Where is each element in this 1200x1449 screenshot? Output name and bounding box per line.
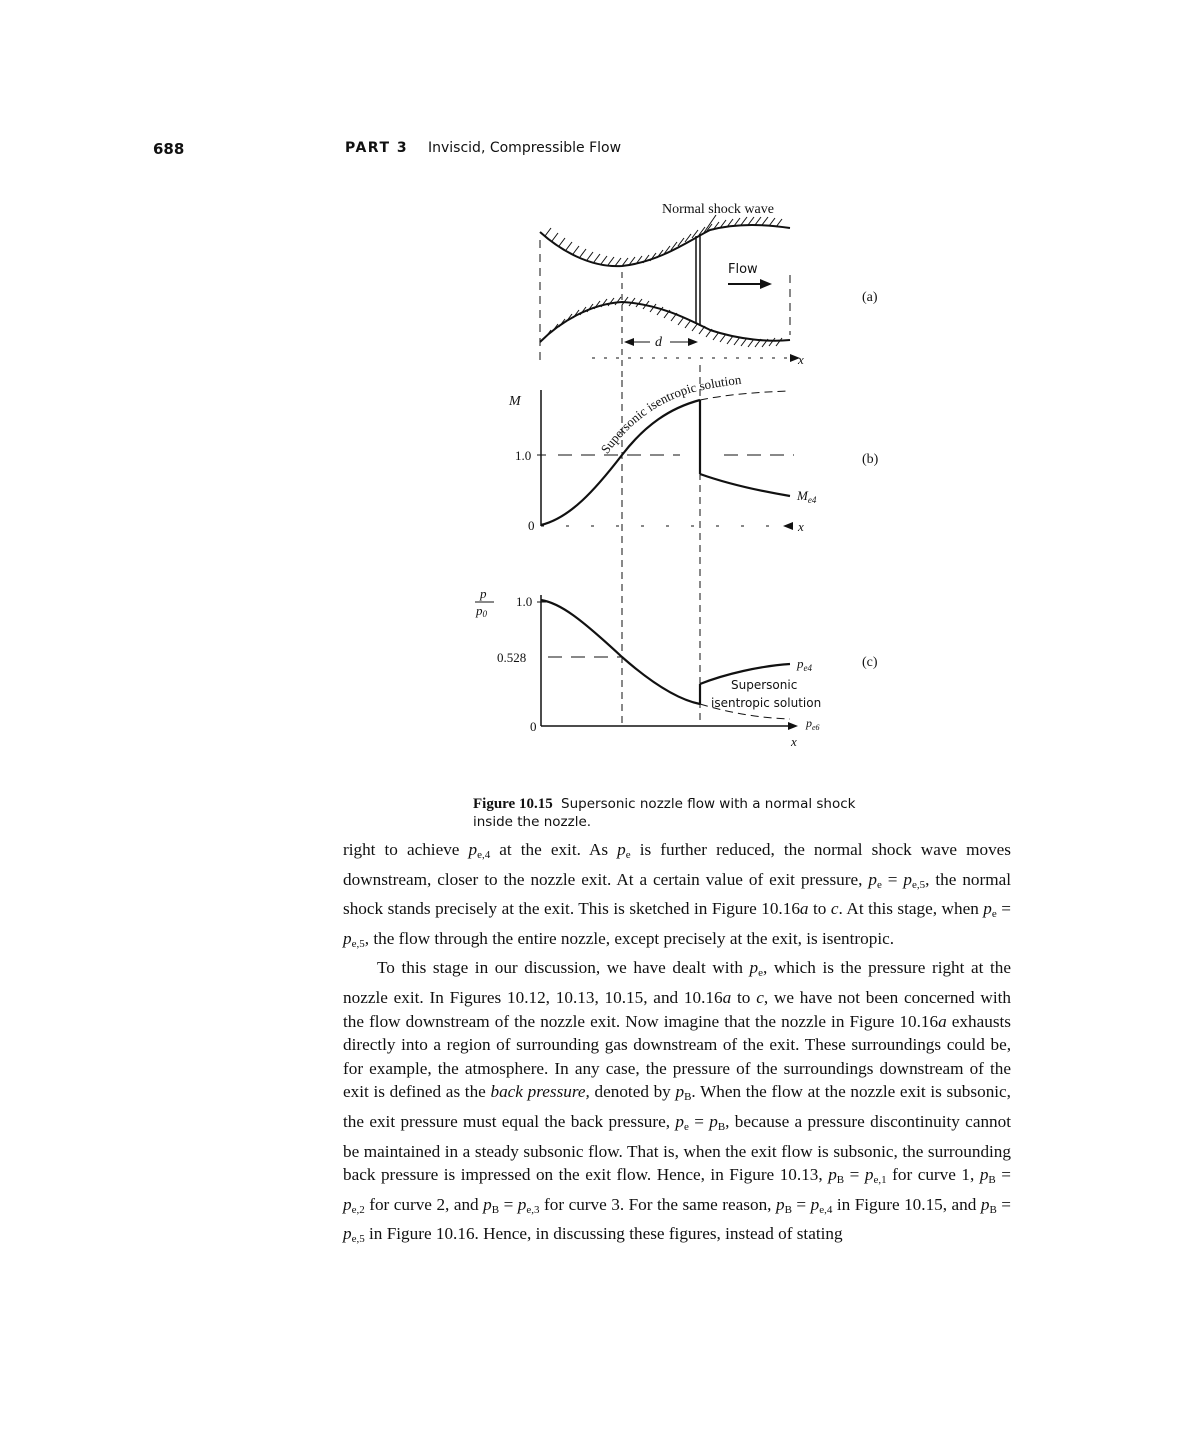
m-axis-label: M: [509, 394, 521, 409]
body-text: [343, 838, 1011, 1252]
p-x-arrow-head: [788, 722, 798, 730]
d-label: d: [655, 335, 662, 350]
pressure-exit-label: $p_{e4}$: [797, 656, 812, 673]
x-label-b: x: [798, 519, 804, 534]
m-one-label: 1.0: [515, 448, 532, 463]
part-title: Inviscid, Compressible Flow: [428, 140, 622, 156]
p-axis-denominator: p0: [476, 603, 487, 619]
panel-label-a: (a): [862, 290, 878, 305]
x-label-c: x: [791, 734, 797, 749]
part-label: PART 3: [345, 140, 409, 156]
mach-panel: [508, 372, 879, 534]
nozzle-upper-wall: [540, 225, 790, 266]
mach-exit-label: $M_{e4}$: [797, 488, 817, 505]
page-number: 688: [153, 140, 185, 158]
d-arrow-right: [688, 338, 698, 346]
supersonic-lower-label-1: Supersonic: [731, 678, 798, 692]
normal-shock-label: Normal shock wave: [662, 202, 774, 217]
supersonic-lower-label-2: isentropic solution: [711, 696, 822, 710]
mach-curve-downstream: [700, 474, 790, 496]
supersonic-isentropic-upper-label: Supersonic isentropic solution: [597, 371, 743, 457]
pressure-panel: [475, 365, 878, 749]
panel-label-c: (c): [862, 655, 878, 670]
caption-label: Figure 10.15: [473, 796, 553, 812]
flow-arrow-head: [760, 279, 772, 289]
x-label-a: x: [798, 352, 804, 367]
p-zero-label: 0: [530, 719, 537, 734]
panel-label-b: (b): [862, 452, 879, 467]
pressure-back-label: $p_{e6}$: [806, 716, 820, 732]
figure-caption: [473, 795, 873, 831]
caption-text: Supersonic nozzle flow with a normal shock inside the nozzle.: [473, 796, 856, 830]
mach-curve-upstream: [541, 400, 700, 525]
flow-label: Flow: [728, 262, 758, 277]
m-zero-label: 0: [528, 518, 535, 533]
pressure-curve-upstream: [541, 600, 700, 704]
d-arrow-left: [624, 338, 634, 346]
nozzle-panel: [540, 202, 878, 380]
p-0528-label: 0.528: [497, 650, 527, 665]
p-axis-numerator: p: [480, 586, 487, 601]
mach-supersonic-dashed: [700, 391, 790, 400]
p-one-label: 1.0: [516, 594, 533, 609]
paragraph-1: right to achieve $p_{e,4}$ at the exit. As $p_e$ is further reduced, the normal shock wave moves downstream, closer to the nozzle exit. At a certain value of exit pressure, $p_e = p_{e,5}$, the normal shock stands precisely at the exit. This is sketched in Figure 10.16a to c. At this stage, when $p_e = p_{e,5}$, the flow through the entire nozzle, except precisely at the exit, is isentropic.: [343, 840, 1011, 950]
paragraph-2: To this stage in our discussion, we have dealt with $p_e$, which is the pressure right at the nozzle exit. In Figures 10.12, 10.13, 10.15, and 10.16a to c, we have not been concerned with the flow downstream of the nozzle exit. Now imagine that the nozzle in Figure 10.16a exhausts directly into a region of surrounding gas downstream of the exit. These surroundings could be, for example, the atmosphere. In any case, the pressure of the surroundings downstream of the exit is defined as the back pressure, denoted by $p_B$. When the flow at the nozzle exit is subsonic, the exit pressure must equal the back pressure, $p_e = p_B$, because a pressure discontinuity cannot be maintained in a steady subsonic flow. That is, when the exit flow is subsonic, the surrounding back pressure is impressed on the exit flow. Hence, in Figure 10.13, $p_B = p_{e,1}$ for curve 1, $p_B = p_{e,2}$ for curve 2, and $p_B = p_{e,3}$ for curve 3. For the same reason, $p_B = p_{e,4}$ in Figure 10.15, and $p_B = p_{e,5}$ in Figure 10.16. Hence, in discussing these figures, instead of stating: [343, 958, 1012, 1246]
m-x-arrow-head: [783, 522, 793, 530]
